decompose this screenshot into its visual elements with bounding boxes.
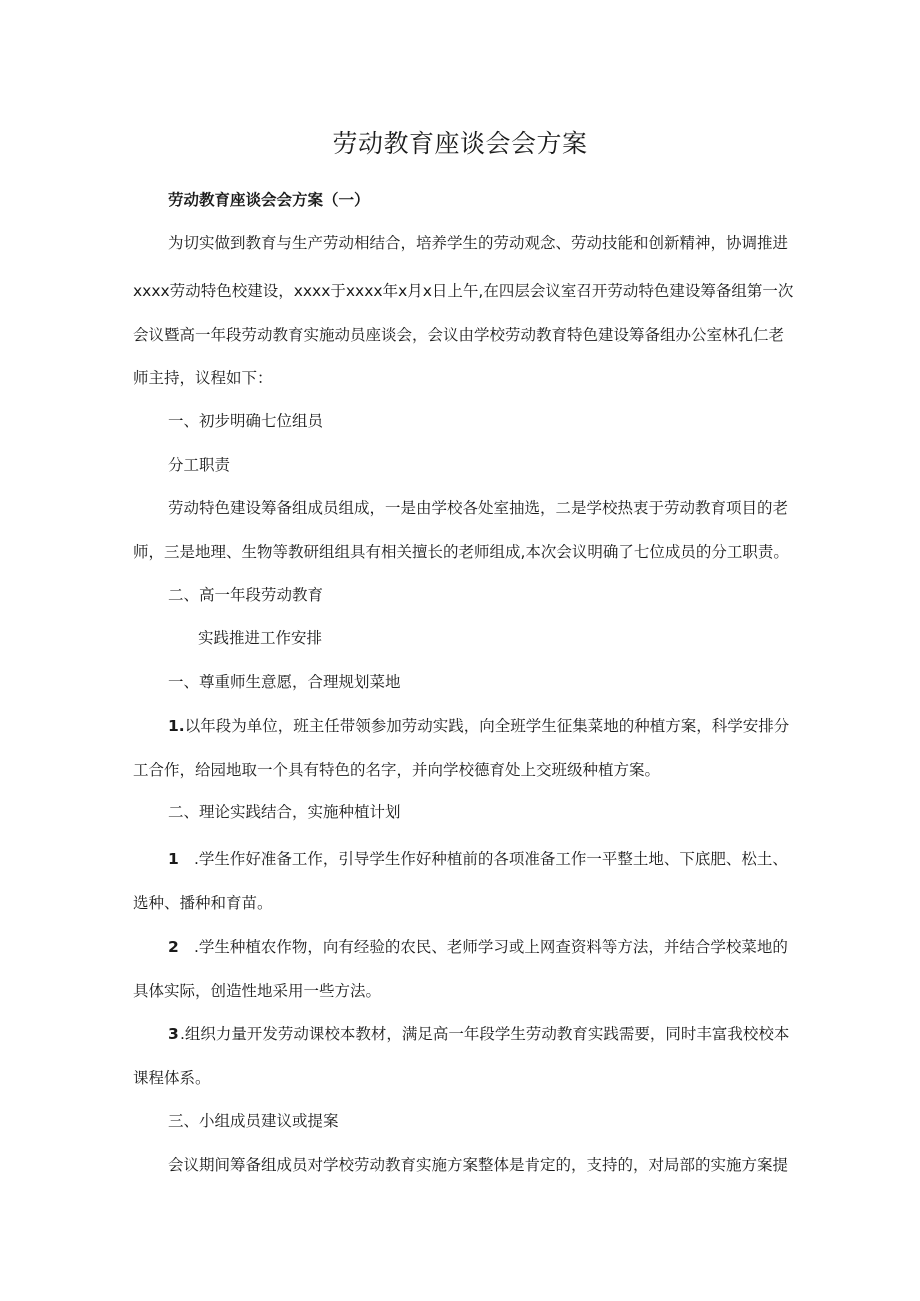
item1-text-1: 以年段为单位，班主任带领参加劳动实践，向全班学生征集菜地的种植方案，科学安排分 [184,717,790,735]
item4-text-1: .组织力量开发劳动课校本教材，满足高一年段学生劳动教育实践需要，同时丰富我校校本 [180,1025,790,1043]
item2-line-2: 选种、播种和育苗。 [133,894,273,912]
intro-line-1: 为切实做到教育与生产劳动相结合，培养学生的劳动观念、劳动技能和创新精神，协调推进 [168,234,789,252]
item1-number: 1. [168,717,185,735]
document-title: 劳动教育座谈会会方案 [332,129,588,158]
section1-body-line-1: 劳动特色建设筹备组成员组成，一是由学校各处室抽选，二是学校热衷于劳动教育项目的老 [168,499,789,517]
intro-line-3: 会议暨高一年段劳动教育实施动员座谈会，会议由学校劳动教育特色建设筹备组办公室林孔仁老 [133,326,785,344]
item4-number: 3 [168,1025,179,1043]
item3-line-2: 具体实际，创造性地采用一些方法。 [133,982,382,1000]
item2-text-1: .学生作好准备工作，引导学生作好种植前的各项准备工作一平整土地、下底肥、松土、 [194,850,788,868]
item2-line-1 [168,849,788,869]
section1-subheading: 分工职责 [168,456,231,474]
item1-line-2: 工合作，给园地取一个具有特色的名字，并向学校德育处上交班级种植方案。 [133,761,661,779]
closing-line: 会议期间筹备组成员对学校劳动教育实施方案整体是肯定的，支持的，对局部的实施方案提 [168,1156,789,1174]
item3-number: 2 [168,938,179,956]
intro-line-2: xxxx劳动特色校建设，xxxx于xxxx年x月x日上午,在四层会议室召开劳动特色建设筹备组第一次 [133,282,794,300]
item4-line-1 [168,1024,789,1044]
subtitle: 劳动教育座谈会会方案（一） [168,191,370,209]
item4-line-2: 课程体系。 [133,1069,211,1087]
intro-line-4: 师主持，议程如下： [133,369,273,387]
item3-line-1 [168,937,788,957]
section2-heading: 二、高一年段劳动教育 [168,586,324,604]
item1-line-1 [168,716,789,736]
item2-number: 1 [168,850,179,868]
part3-heading: 三、小组成员建议或提案 [168,1112,339,1130]
part1-heading: 一、尊重师生意愿，合理规划菜地 [168,673,401,691]
section2-subheading: 实践推进工作安排 [198,629,323,647]
section1-body-line-2: 师，三是地理、生物等教研组组具有相关擅长的老师组成,本次会议明确了七位成员的分工职责。 [133,543,789,561]
part2-heading: 二、理论实践结合，实施种植计划 [168,803,401,821]
section1-heading: 一、初步明确七位组员 [168,412,324,430]
item3-text-1: .学生种植农作物，向有经验的农民、老师学习或上网查资料等方法，并结合学校菜地的 [194,938,788,956]
